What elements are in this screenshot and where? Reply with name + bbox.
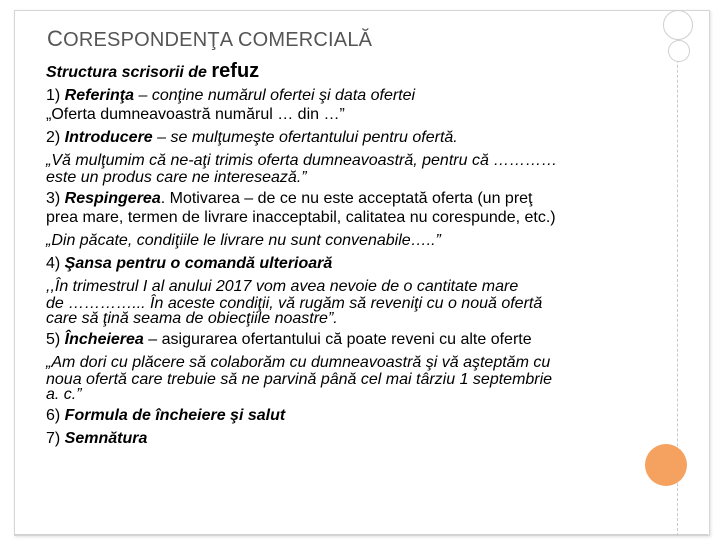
quote-3: „Din păcate, condiţiile le livrare nu sunt convenabile…..” [46,232,441,249]
lead-prefix: Structura scrisorii de [46,64,212,81]
decorative-circle-small [668,40,690,62]
slide-body [46,62,666,448]
item-4 [46,254,666,273]
decorative-circle-orange [645,444,687,486]
item-text: – asigurarea ofertantului că poate reveni cu alte oferte [143,331,532,348]
item-number: 3) [46,190,65,207]
item-number: 7) [46,430,65,447]
item-heading: Referinţa [64,87,135,104]
lead-word: refuz [211,60,260,82]
item-text: . Motivarea – de ce nu este acceptată oferta (un preţ [160,190,533,207]
quote-4-line-2: de …………... În aceste condiţii, vă rugăm să reveniţi cu o nouă ofertă [46,295,543,312]
title-initial: C [47,26,64,51]
item-6 [46,406,666,425]
quote-2-line-2: este un produs care ne interesează.” [46,169,307,186]
slide-title [47,26,372,52]
item-number: 2) [46,129,65,146]
item-5 [46,330,666,349]
item-3 [46,189,666,208]
item-text: – conţine numărul ofertei şi data ofertei [134,87,416,104]
item-3-continuation: prea mare, termen de livrare inacceptabil, calitatea nu corespunde, etc.) [46,209,556,226]
item-number: 4) [46,255,65,272]
quote-5-line-2: noua ofertă care trebuie să ne parvină până cel mai târziu 1 septembrie [46,371,553,388]
quote-4-line-1: ,,În trimestrul I al anului 2017 vom avea nevoie de o cantitate mare [46,278,519,295]
item-number: 1) [46,87,65,104]
lead-line [46,62,666,82]
item-heading: Respingerea [64,190,161,207]
item-number: 5) [46,331,65,348]
item-heading: Introducere [64,129,153,146]
quote-5-line-1: „Am dori cu plăcere să colaborăm cu dumneavoastră şi vă aşteptăm cu [46,354,551,371]
item-1 [46,86,666,105]
item-text: – se mulţumeşte ofertantului pentru ofertă. [152,129,458,146]
decorative-circle-top [663,10,693,40]
item-heading: Semnătura [64,430,148,447]
quote-1: „Oferta dumneavoastră numărul … din …” [46,106,345,123]
quote-4-line-3: care să ţină seama de obiecţiile noastre”. [46,310,338,327]
title-rest: ORESPONDENŢA COMERCIALĂ [63,29,373,51]
quote-2-line-1: „Vă mulţumim că ne-aţi trimis oferta dumneavoastră, pentru că ………… [46,152,558,169]
bottom-divider [14,534,708,535]
item-heading: Formula de încheiere şi salut [64,407,286,424]
item-number: 6) [46,407,65,424]
item-7 [46,429,666,448]
item-heading: Şansa pentru o comandă ulterioară [64,255,333,272]
item-heading: Încheierea [64,331,144,348]
item-2 [46,128,666,147]
quote-5-line-3: a. c.” [46,386,82,403]
